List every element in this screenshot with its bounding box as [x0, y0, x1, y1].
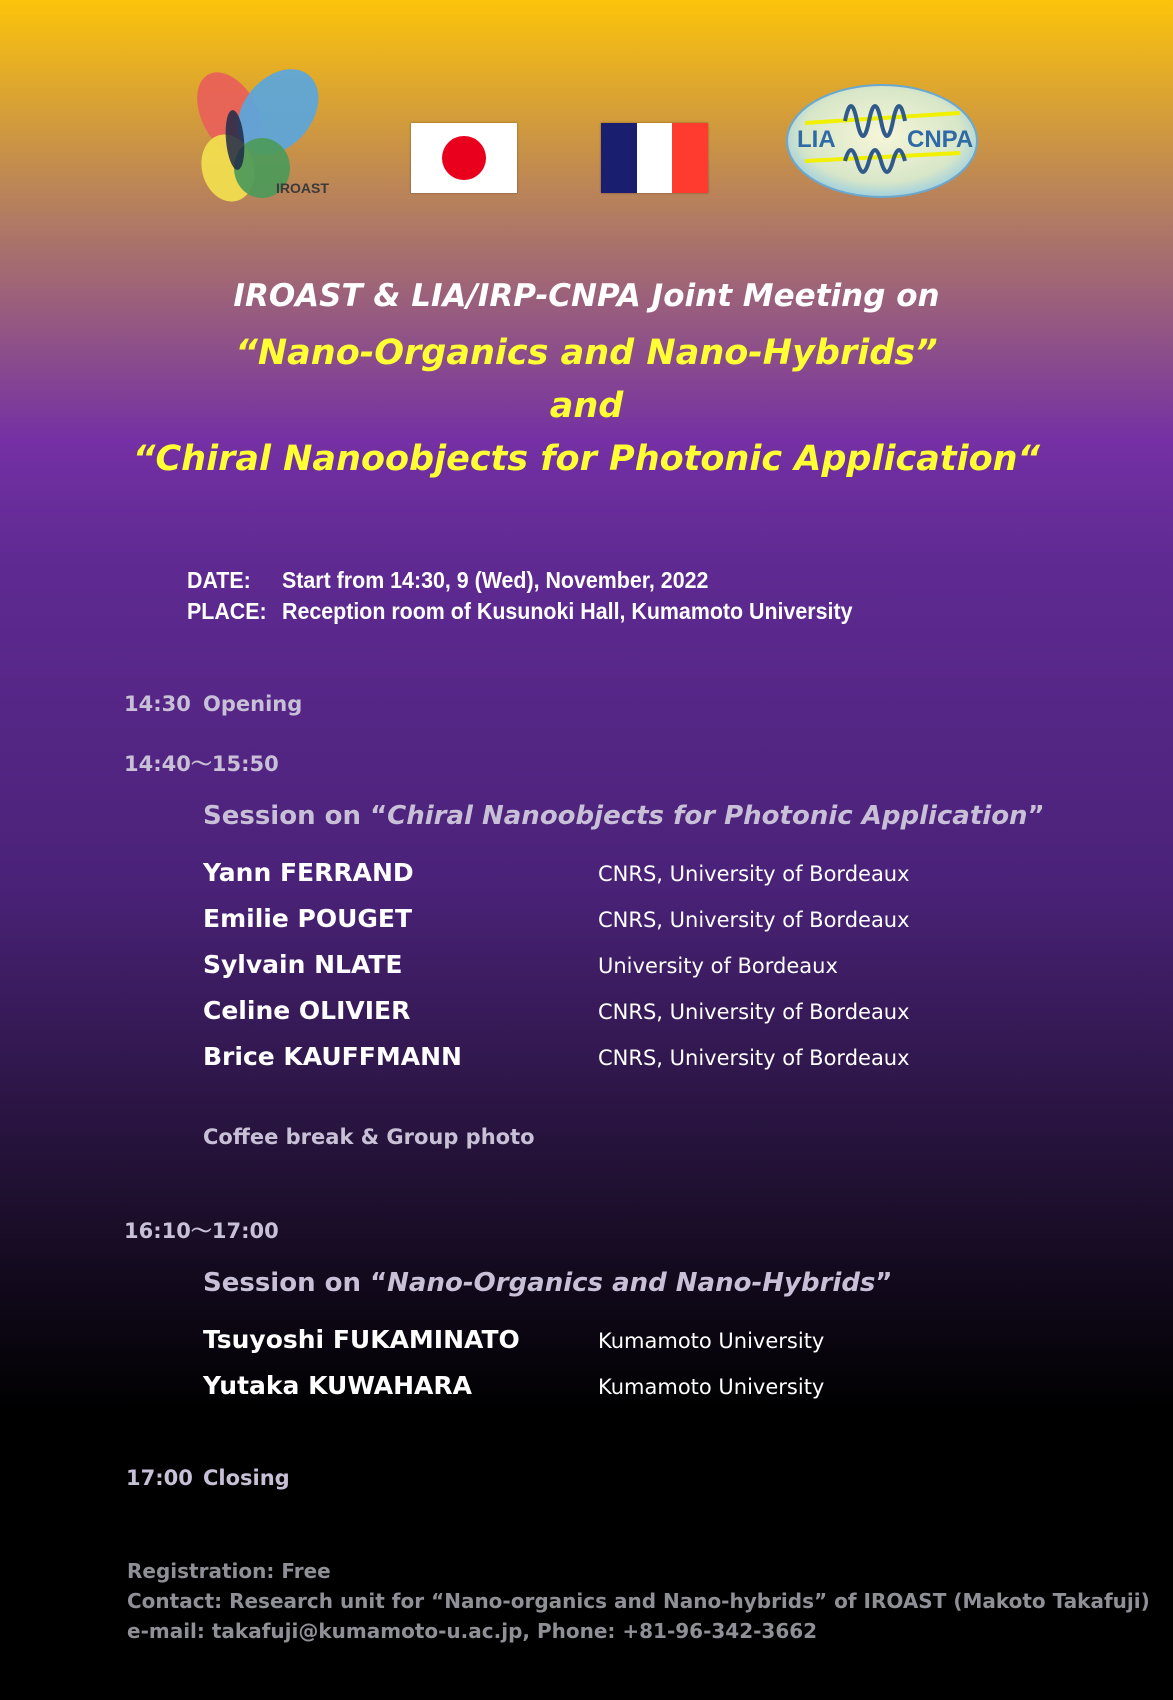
session1-suffix: ”: [1027, 801, 1045, 831]
speaker-affiliation: University of Bordeaux: [598, 954, 838, 978]
session1-name: Chiral Nanoobjects for Photonic Application: [387, 801, 1028, 831]
session1-prefix: Session on “: [203, 801, 388, 831]
opening-label: Opening: [203, 692, 303, 716]
session2-title: [203, 1268, 893, 1298]
opening-time: 14:30: [124, 692, 191, 716]
place-value: Reception room of Kusunoki Hall, Kumamoto University: [282, 598, 853, 624]
speaker-name: Emilie POUGET: [203, 904, 413, 933]
session2-suffix: ”: [875, 1268, 893, 1298]
coffee-break-label: Coffee break & Group photo: [203, 1125, 535, 1149]
closing-time: 17:00: [126, 1466, 193, 1490]
speaker-affiliation: CNRS, University of Bordeaux: [598, 908, 910, 932]
speaker-affiliation: Kumamoto University: [598, 1329, 825, 1353]
iroast-logo: [190, 60, 340, 205]
session1-title: [203, 801, 1045, 831]
date-label: DATE:: [187, 567, 251, 593]
france-flag-blue: [601, 123, 637, 193]
speaker-affiliation: CNRS, University of Bordeaux: [598, 1046, 910, 1070]
svg-text:CNPA: CNPA: [907, 126, 974, 153]
svg-text:LIA: LIA: [797, 126, 836, 153]
session2-prefix: Session on “: [203, 1268, 388, 1298]
speaker-name: Yann FERRAND: [203, 858, 414, 887]
lia-cnpa-logo: [785, 83, 980, 200]
closing-label: Closing: [203, 1466, 290, 1490]
title-line-3: and: [549, 386, 624, 426]
title-line-4: “Chiral Nanoobjects for Photonic Application“: [132, 439, 1041, 479]
session2-name: Nano-Organics and Nano-Hybrids: [387, 1268, 876, 1298]
title-line-2: “Nano-Organics and Nano-Hybrids”: [235, 333, 938, 373]
speaker-name: Yutaka KUWAHARA: [203, 1371, 473, 1400]
place-label: PLACE:: [187, 598, 267, 624]
france-flag-white: [637, 123, 673, 193]
svg-text:IROAST: IROAST: [276, 180, 329, 196]
japan-flag-disc: [442, 136, 486, 180]
speaker-name: Celine OLIVIER: [203, 996, 411, 1025]
speaker-affiliation: CNRS, University of Bordeaux: [598, 1000, 910, 1024]
registration-text: Registration: Free: [127, 1559, 331, 1583]
contact-text: Contact: Research unit for “Nano-organics and Nano-hybrids” of IROAST (Makoto Takafuji): [127, 1589, 1150, 1613]
france-flag: [601, 123, 708, 193]
speaker-name: Sylvain NLATE: [203, 950, 403, 979]
japan-flag: [411, 123, 517, 193]
session2-time: 16:10～17:00: [124, 1219, 279, 1243]
speaker-name: Brice KAUFFMANN: [203, 1042, 462, 1071]
speaker-affiliation: CNRS, University of Bordeaux: [598, 862, 910, 886]
session1-time: 14:40～15:50: [124, 752, 279, 776]
speaker-name: Tsuyoshi FUKAMINATO: [203, 1325, 520, 1354]
france-flag-red: [672, 123, 708, 193]
speaker-affiliation: Kumamoto University: [598, 1375, 825, 1399]
email-phone-text: e-mail: takafuji@kumamoto-u.ac.jp, Phone: +81-96-342-3662: [127, 1619, 818, 1643]
date-value: Start from 14:30, 9 (Wed), November, 2022: [282, 567, 709, 593]
title-line-1: IROAST & LIA/IRP-CNPA Joint Meeting on: [233, 278, 940, 314]
